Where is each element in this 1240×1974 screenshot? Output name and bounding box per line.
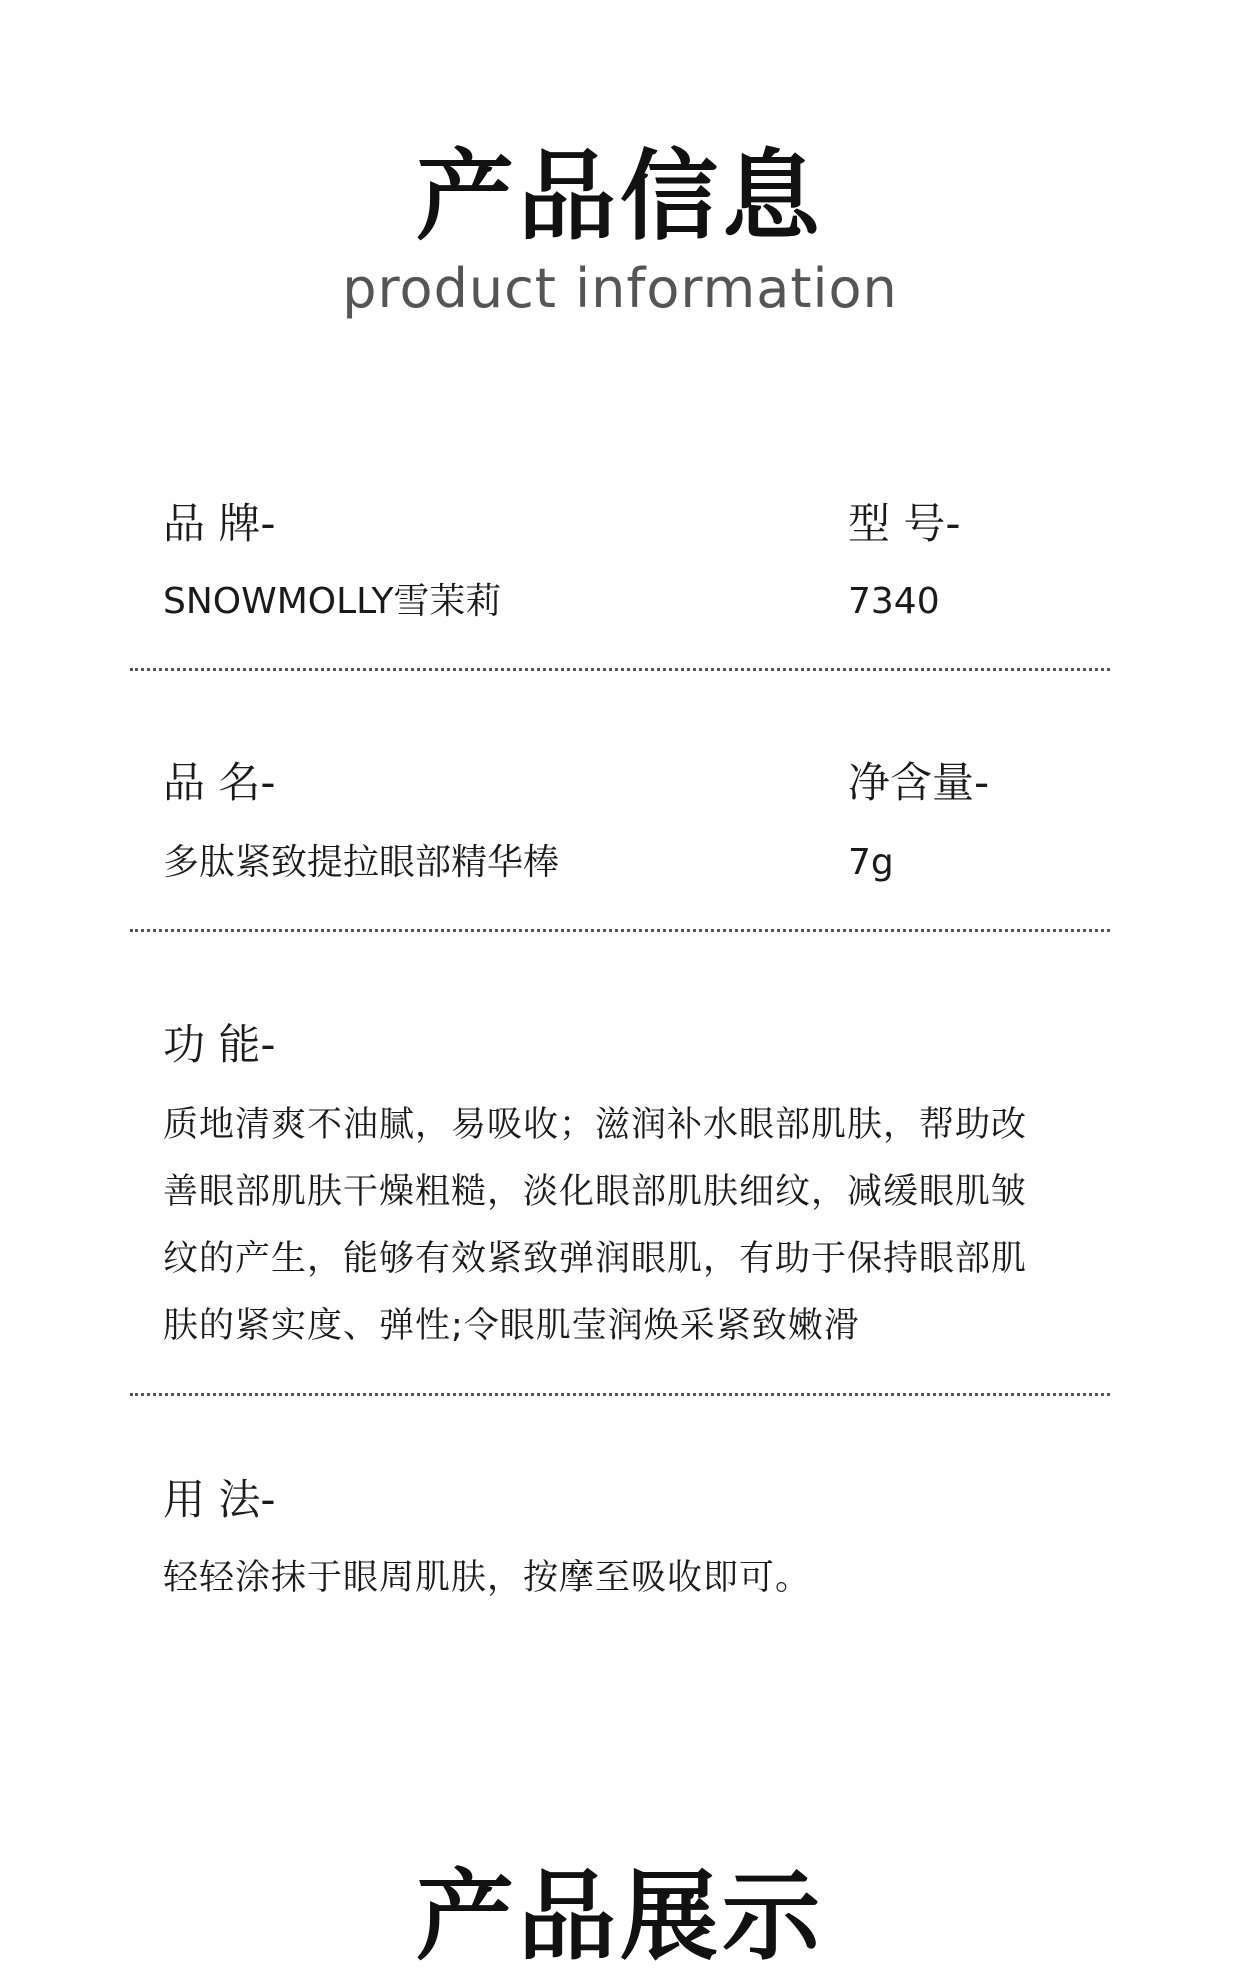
next-section-title: 产品展示 [415,1860,824,1974]
net-content-value: 7g [848,842,894,883]
brand-value: SNOWMOLLY雪茉莉 [163,581,502,622]
function-line: 质地清爽不油腻，易吸收；滋润补水眼部肌肤，帮助改 [163,1105,1028,1145]
model-value: 7340 [848,581,940,622]
divider-1 [130,668,1110,671]
function-line: 善眼部肌肤干燥粗糙，淡化眼部肌肤细纹，减缓眼肌皱 [163,1172,1028,1212]
usage-label: 用 法- [163,1475,276,1524]
function-line: 肤的紧实度、弹性;令眼肌莹润焕采紧致嫩滑 [163,1306,860,1346]
page-title: 产品信息 [415,140,824,254]
function-line: 纹的产生，能够有效紧致弹润眼肌，有助于保持眼部肌 [163,1239,1028,1279]
page-subtitle: product information [342,257,898,320]
divider-3 [130,1393,1110,1396]
function-description [163,1092,1103,1360]
function-label: 功 能- [163,1020,276,1069]
net-content-label: 净含量- [848,758,990,807]
brand-label: 品 牌- [163,499,276,548]
model-label: 型 号- [848,499,961,548]
divider-2 [130,929,1110,932]
usage-value: 轻轻涂抹于眼周肌肤，按摩至吸收即可。 [163,1558,812,1598]
product-name-value: 多肽紧致提拉眼部精华棒 [163,842,560,883]
product-name-label: 品 名- [163,758,276,807]
